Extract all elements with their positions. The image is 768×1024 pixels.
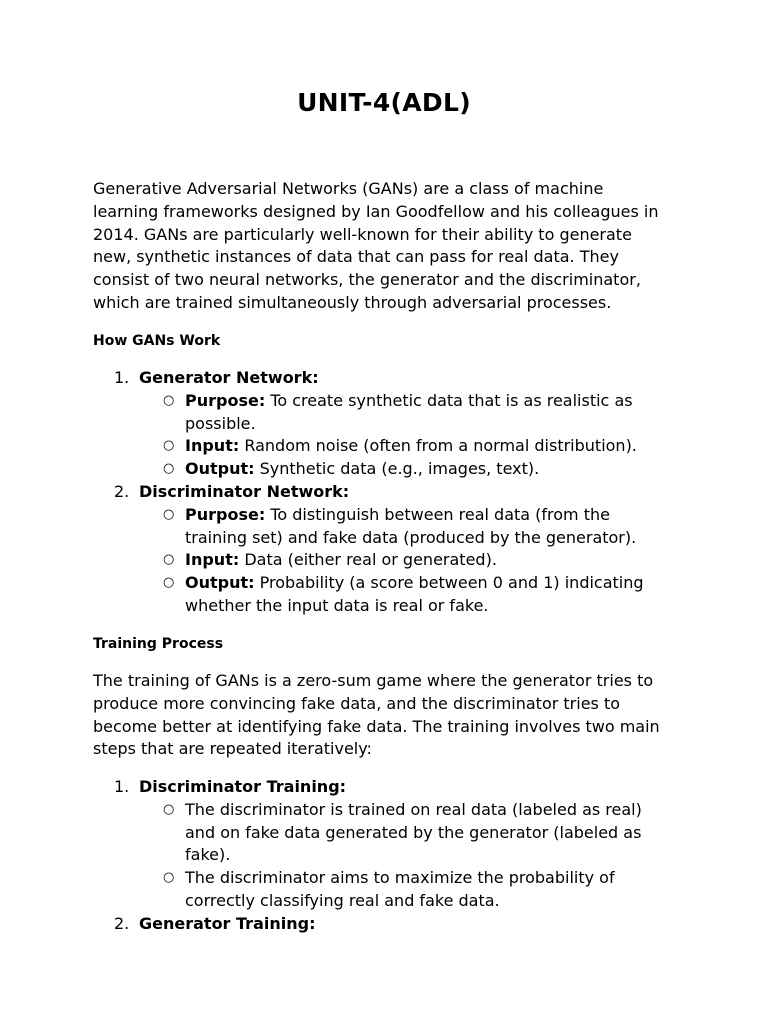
intro-paragraph (93, 178, 683, 315)
hollow-bullet-icon: ○ (163, 801, 175, 817)
page-title: UNIT-4(ADL) (297, 88, 471, 117)
bullet-term: Purpose: (185, 504, 266, 524)
bullet-text: whether the input data is real or fake. (185, 595, 489, 615)
hollow-bullet-icon: ○ (163, 575, 175, 591)
intro-line: consist of two neural networks, the generator and the discriminator, (93, 270, 641, 290)
bullet-text: possible. (185, 413, 256, 433)
hollow-bullet-icon: ○ (163, 392, 175, 408)
how-gans-work-list (93, 367, 693, 618)
list-number: 1. (114, 368, 130, 387)
bullet-text: Random noise (often from a normal distribution). (244, 436, 637, 456)
training-paragraph (93, 670, 683, 761)
hollow-bullet-icon: ○ (163, 506, 175, 522)
hollow-bullet-icon: ○ (163, 438, 175, 454)
list-number: 2. (114, 913, 130, 933)
training-line: produce more convincing fake data, and the discriminator tries to (93, 693, 621, 713)
bullet-item (93, 549, 693, 572)
intro-line: learning frameworks designed by Ian Goodfellow and his colleagues in (93, 201, 659, 221)
training-line: The training of GANs is a zero-sum game where the generator tries to (93, 671, 654, 690)
how-gans-work-heading: How GANs Work (93, 333, 221, 349)
training-process-heading: Training Process (93, 636, 224, 652)
bullet-item (93, 390, 693, 436)
bullet-item (93, 458, 693, 481)
list-item-label: Generator Training: (139, 913, 316, 933)
list-number: 2. (114, 481, 130, 501)
bullet-text: To distinguish between real data (from the (270, 504, 610, 524)
list-item-label: Generator Network: (139, 368, 319, 387)
bullet-text: training set) and fake data (produced by the generator). (185, 527, 637, 547)
training-line: become better at identifying fake data. The training involves two main (93, 716, 660, 736)
bullet-text: correctly classifying real and fake data. (185, 890, 500, 910)
bullet-term: Output: (185, 459, 255, 479)
bullet-term: Purpose: (185, 390, 266, 410)
bullet-text: To create synthetic data that is as realistic as (270, 390, 633, 410)
bullet-item (93, 572, 693, 618)
bullet-text: and on fake data generated by the generator (labeled as (185, 822, 642, 842)
bullet-text: The discriminator aims to maximize the probability of (185, 868, 615, 888)
bullet-text: Synthetic data (e.g., images, text). (259, 459, 540, 479)
bullet-item (93, 867, 693, 913)
bullet-term: Input: (185, 436, 240, 456)
bullet-term: Input: (185, 550, 240, 570)
training-steps-list (93, 776, 693, 936)
intro-line: which are trained simultaneously through adversarial processes. (93, 292, 612, 312)
list-item-label: Discriminator Training: (139, 777, 347, 796)
list-item-discriminator-training (93, 776, 693, 799)
bullet-item (93, 435, 693, 458)
bullet-item (93, 799, 693, 867)
list-item-discriminator-network (93, 481, 693, 504)
list-item-generator-training (93, 913, 693, 936)
hollow-bullet-icon: ○ (163, 870, 175, 886)
bullet-text: fake). (185, 845, 231, 865)
bullet-text: Probability (a score between 0 and 1) indicating (259, 573, 644, 593)
intro-line: new, synthetic instances of data that can pass for real data. They (93, 247, 619, 267)
list-item-generator-network (93, 367, 693, 390)
list-number: 1. (114, 777, 130, 796)
list-item-label: Discriminator Network: (139, 481, 350, 501)
bullet-text: Data (either real or generated). (244, 550, 497, 570)
bullet-text: The discriminator is trained on real data (labeled as real) (185, 799, 642, 819)
bullet-term: Output: (185, 573, 255, 593)
hollow-bullet-icon: ○ (163, 461, 175, 477)
intro-line: 2014. GANs are particularly well-known for their ability to generate (93, 224, 632, 244)
bullet-item (93, 504, 693, 550)
hollow-bullet-icon: ○ (163, 552, 175, 568)
intro-line: Generative Adversarial Networks (GANs) are a class of machine (93, 179, 604, 198)
training-line: steps that are repeated iteratively: (93, 739, 372, 759)
